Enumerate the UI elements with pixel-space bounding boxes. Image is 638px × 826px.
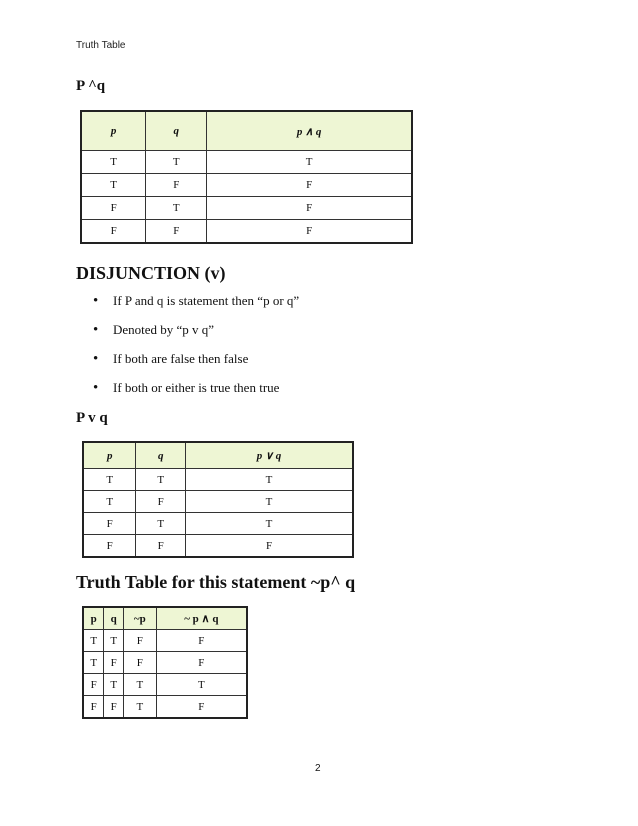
header-cell: p xyxy=(83,607,104,630)
table-cell: T xyxy=(83,469,136,491)
conjunction-truth-table xyxy=(80,110,413,244)
table-cell: F xyxy=(104,652,124,674)
table-cell: F xyxy=(83,696,104,719)
table-cell: F xyxy=(81,220,146,244)
table-cell: T xyxy=(146,151,207,174)
table-row xyxy=(83,513,353,535)
list-item: • Denoted by “p v q” xyxy=(93,321,299,350)
table-cell: T xyxy=(83,630,104,652)
header-cell: p ∨ q xyxy=(186,442,353,469)
table-cell: F xyxy=(146,220,207,244)
table-row xyxy=(81,197,412,220)
table-header-row xyxy=(81,111,412,151)
disjunction-truth-table xyxy=(82,441,354,558)
table-cell: T xyxy=(83,491,136,513)
table-header-row xyxy=(83,442,353,469)
section-title-disjunction-table: P v q xyxy=(76,410,108,426)
header-cell: ~p xyxy=(124,607,157,630)
table-cell: F xyxy=(156,652,247,674)
running-header: Truth Table xyxy=(76,40,126,51)
table-cell: F xyxy=(136,491,186,513)
table-row xyxy=(81,174,412,197)
page-number: 2 xyxy=(315,763,321,774)
table-cell: F xyxy=(207,197,412,220)
header-cell: ~ p ∧ q xyxy=(156,607,247,630)
table-row xyxy=(83,535,353,558)
table-cell: T xyxy=(186,491,353,513)
table-cell: T xyxy=(136,469,186,491)
table-row xyxy=(81,151,412,174)
negation-conjunction-truth-table xyxy=(82,606,248,719)
table-cell: T xyxy=(104,630,124,652)
table-row xyxy=(83,674,247,696)
table-cell: T xyxy=(124,674,157,696)
section-title-conjunction: P ^q xyxy=(76,78,106,94)
table-cell: T xyxy=(146,197,207,220)
table-cell: F xyxy=(207,220,412,244)
header-cell: p xyxy=(81,111,146,151)
list-item: • If both or either is true then true xyxy=(93,379,299,408)
table-cell: F xyxy=(124,630,157,652)
table-cell: F xyxy=(186,535,353,558)
header-cell: q xyxy=(136,442,186,469)
table-cell: F xyxy=(83,535,136,558)
section-title-negation-table: Truth Table for this statement ~p^ q xyxy=(76,572,356,592)
table-cell: T xyxy=(207,151,412,174)
table-cell: T xyxy=(136,513,186,535)
table-row xyxy=(83,630,247,652)
table-row xyxy=(81,220,412,244)
table-header-row xyxy=(83,607,247,630)
table-cell: F xyxy=(124,652,157,674)
table-row xyxy=(83,652,247,674)
table-cell: F xyxy=(104,696,124,719)
header-cell: p ∧ q xyxy=(207,111,412,151)
list-item: • If both are false then false xyxy=(93,350,299,379)
table-row xyxy=(83,469,353,491)
table-cell: T xyxy=(186,469,353,491)
table-cell: F xyxy=(81,197,146,220)
table-cell: F xyxy=(136,535,186,558)
table-cell: F xyxy=(83,674,104,696)
table-cell: T xyxy=(81,174,146,197)
table-cell: T xyxy=(186,513,353,535)
header-cell: q xyxy=(104,607,124,630)
table-cell: T xyxy=(104,674,124,696)
section-title-disjunction: DISJUNCTION (v) xyxy=(76,263,226,283)
table-cell: F xyxy=(207,174,412,197)
table-cell: F xyxy=(83,513,136,535)
table-cell: F xyxy=(156,696,247,719)
table-cell: F xyxy=(146,174,207,197)
table-row xyxy=(83,696,247,719)
header-cell: q xyxy=(146,111,207,151)
table-cell: T xyxy=(83,652,104,674)
table-cell: F xyxy=(156,630,247,652)
list-item: • If P and q is statement then “p or q” xyxy=(93,292,299,321)
disjunction-bullet-list xyxy=(93,292,299,408)
table-cell: T xyxy=(81,151,146,174)
table-cell: T xyxy=(156,674,247,696)
header-cell: p xyxy=(83,442,136,469)
table-row xyxy=(83,491,353,513)
table-cell: T xyxy=(124,696,157,719)
